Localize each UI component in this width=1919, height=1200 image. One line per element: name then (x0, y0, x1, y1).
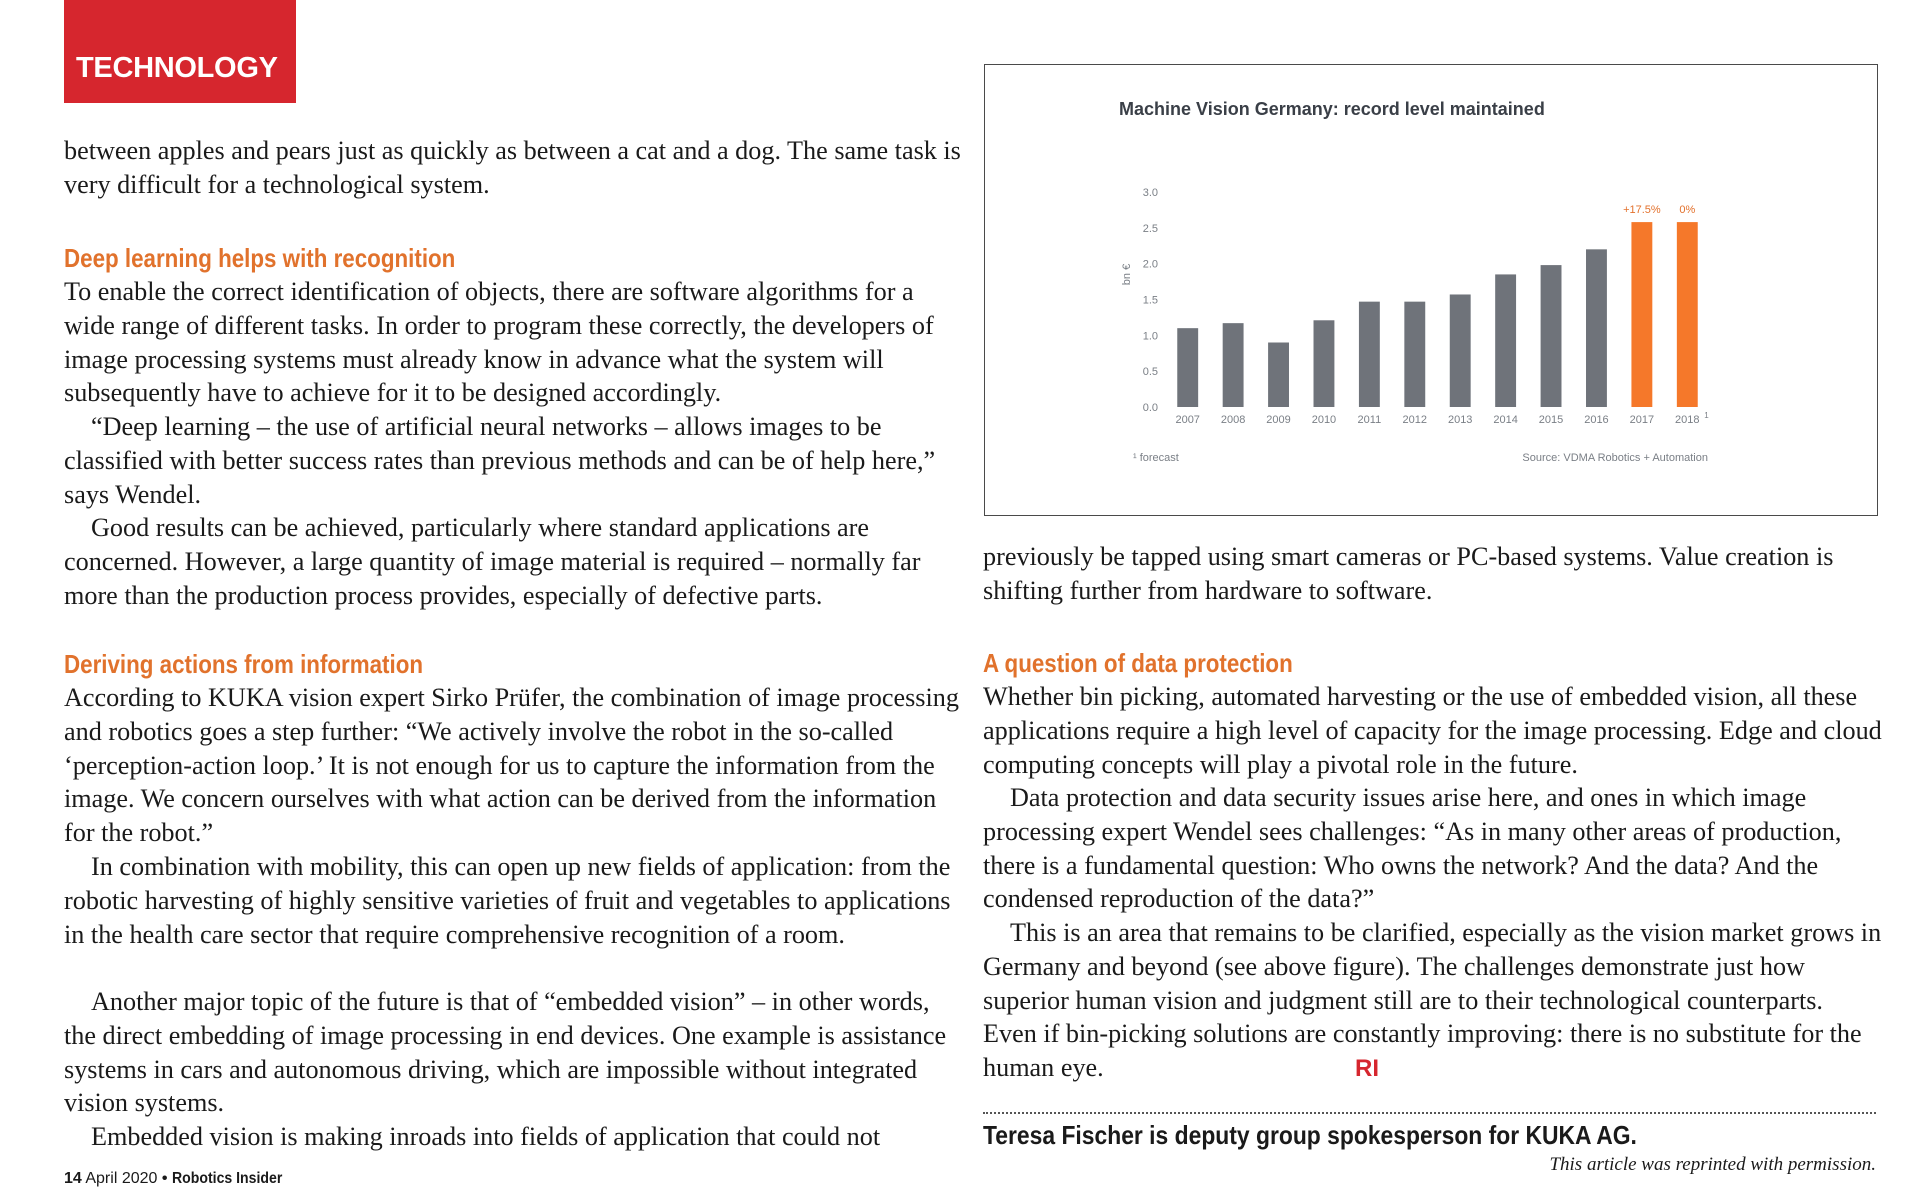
end-mark-logo: RI (1355, 1055, 1379, 1082)
paragraph: Whether bin picking, automated harvesting or the use of embedded vision, all these applications require a high level of capacity for the image processing. Edge and cloud computing concepts will play a pivotal role in the future. (983, 682, 1882, 779)
bar-2009 (1268, 343, 1289, 408)
bar-2018 (1677, 222, 1698, 407)
paragraph: Another major topic of the future is that of “embedded vision” – in other words, the direct embedding of image processing in end devices. One example is assistance systems in cars and autonomous driving, which are impossible without integrated vision systems. (64, 987, 947, 1118)
bar-2012 (1404, 302, 1425, 407)
issue-date: April 2020 (85, 1170, 158, 1187)
x-tick-label: 2016 (1584, 414, 1609, 426)
heading-deep-learning: Deep learning helps with recognition (64, 243, 456, 273)
paragraph: According to KUKA vision expert Sirko Prüfer, the combination of image processing and robotics goes a step further: “We actively involve the robot in the so-called ‘perception-action loop.’ It is not enough for us to capture the information from the image. We concern ourselves with what action can be derived from the information for the robot.” (64, 683, 959, 848)
x-tick-label: 2014 (1493, 414, 1518, 426)
heading-data-protection: A question of data protection (983, 648, 1293, 678)
heading-deriving-actions: Deriving actions from information (64, 649, 424, 679)
x-tick-footnote-mark: 1 (1704, 411, 1709, 420)
paragraph: previously be tapped using smart cameras or PC-based systems. Value creation is shifting further from hardware to software. (983, 542, 1834, 605)
chart-title: Machine Vision Germany: record level maintained (1119, 99, 1545, 119)
x-tick-label: 2012 (1402, 414, 1428, 426)
x-tick-label: 2018 (1675, 414, 1700, 426)
x-tick-label: 2017 (1629, 414, 1655, 426)
page-footer (64, 1170, 297, 1188)
bar-annotation: 0% (1679, 204, 1696, 217)
paragraph: In combination with mobility, this can open up new fields of application: from the robotic harvesting of highly sensitive varieties of fruit and vegetables to applications in the health care sector that require comprehensive recognition of a room. (64, 852, 951, 949)
chart-source: Source: VDMA Robotics + Automation (1522, 452, 1708, 464)
divider (983, 1112, 1876, 1114)
x-tick-label: 2015 (1538, 414, 1564, 426)
y-tick-label: 0.5 (1142, 366, 1158, 379)
bar-annotation: +17.5% (1623, 204, 1661, 217)
paragraph: Data protection and data security issues arise here, and ones in which image processing expert Wendel sees challenges: “As in many other areas of production, there is a fundamental question: Who owns the network? And the data? And the condensed reproduction of the data?” (983, 783, 1842, 914)
paragraph: This is an area that remains to be clarified, especially as the vision market grows in Germany and beyond (see above figure). The challenges demonstrate just how superior human vision and judgment still are to their technological counterparts. Even if bin-picking solutions are constantly improving: there is no substitute for the human eye. (983, 918, 1882, 1083)
x-tick-label: 2009 (1266, 414, 1291, 426)
paragraph: To enable the correct identification of objects, there are software algorithms for a wide range of different tasks. In order to program these correctly, the developers of image processing systems must already know in advance what the system will subsequently have to achieve for it to be designed accordingly. (64, 277, 934, 408)
publication-name: Robotics Insider (171, 1170, 283, 1187)
y-tick-label: 2.5 (1142, 222, 1158, 235)
y-tick-label: 0.0 (1142, 402, 1158, 414)
reprint-note: This article was reprinted with permission. (1549, 1154, 1876, 1175)
bar-2014 (1495, 274, 1516, 407)
paragraph: “Deep learning – the use of artificial neural networks – allows images to be classified with better success rates than previous methods and can be of help here,” says Wendel. (64, 412, 936, 509)
bar-2010 (1314, 320, 1335, 407)
author-bio: Teresa Fischer is deputy group spokesperson for KUKA AG. (983, 1120, 1637, 1150)
bar-2007 (1177, 328, 1198, 407)
y-tick-label: 3.0 (1142, 187, 1158, 199)
y-axis-label: bn € (1121, 263, 1133, 286)
x-tick-label: 2013 (1447, 414, 1473, 426)
footer-separator: • (161, 1170, 168, 1187)
y-tick-label: 1.5 (1142, 294, 1158, 307)
bar-chart (985, 65, 1877, 515)
x-tick-label: 2007 (1175, 414, 1200, 426)
x-tick-label: 2011 (1357, 414, 1382, 426)
bar-2016 (1586, 249, 1607, 407)
intro-paragraph: between apples and pears just as quickly as between a cat and a dog. The same task is very difficult for a technological system. (64, 136, 961, 199)
y-tick-label: 2.0 (1142, 258, 1158, 271)
chart-figure (984, 64, 1878, 516)
y-tick-label: 1.0 (1142, 330, 1158, 343)
bar-2008 (1223, 323, 1244, 407)
x-tick-label: 2008 (1220, 414, 1246, 426)
paragraph: Embedded vision is making inroads into fields of application that could not (91, 1122, 881, 1151)
section-tab (64, 0, 296, 103)
bar-2013 (1450, 294, 1471, 407)
section-label: TECHNOLOGY (76, 52, 278, 84)
paragraph: Good results can be achieved, particularly where standard applications are concerned. However, a large quantity of image material is required – normally far more than the production process provides, especially of defective parts. (64, 513, 921, 610)
bar-2017 (1631, 222, 1652, 407)
bar-2015 (1541, 265, 1562, 407)
x-tick-label: 2010 (1311, 414, 1337, 426)
page-number: 14 (64, 1170, 82, 1187)
chart-footnote: ¹ forecast (1133, 452, 1179, 464)
bar-2011 (1359, 302, 1380, 407)
